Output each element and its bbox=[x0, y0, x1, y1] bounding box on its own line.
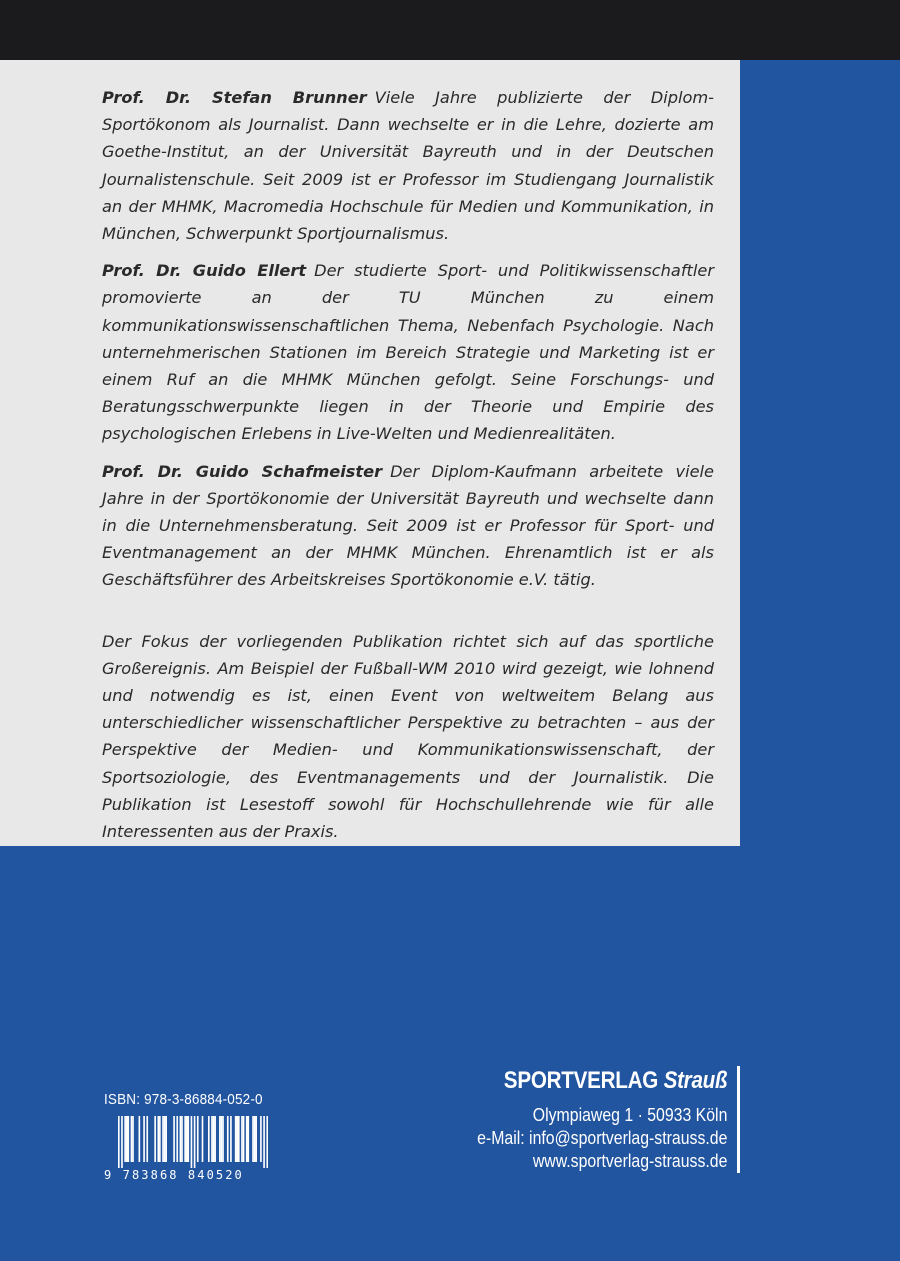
publisher-website[interactable]: www.sportverlag-strauss.de bbox=[532, 1151, 727, 1171]
barcode-bar bbox=[263, 1116, 265, 1168]
barcode-bar bbox=[222, 1116, 224, 1162]
text-content bbox=[102, 84, 714, 855]
barcode-bar bbox=[162, 1116, 164, 1162]
barcode-bar bbox=[124, 1116, 126, 1162]
publisher-name bbox=[482, 1066, 727, 1096]
barcode-bar bbox=[266, 1116, 268, 1168]
barcode-bar bbox=[254, 1116, 256, 1162]
barcode-bar bbox=[173, 1116, 175, 1162]
barcode-bar bbox=[214, 1116, 216, 1162]
barcode-bar bbox=[118, 1116, 120, 1168]
barcode-bar bbox=[127, 1116, 129, 1162]
barcode-bar bbox=[165, 1116, 167, 1162]
isbn-area bbox=[104, 1090, 284, 1184]
barcode-bar bbox=[236, 1116, 238, 1162]
author-name: Prof. Dr. Guido Ellert bbox=[102, 261, 307, 281]
barcode-bar bbox=[246, 1116, 248, 1162]
author-bio-text: Viele Jahre publizierte der Diplom-Sportökonom als Journalist. Dann wechselte er in die Lehre, dozierte am Goethe-Institut, an der Universität Bayreuth und in der Deutschen Journalistenschule. Seit 2009 ist er Professor im Studiengang Journalistik an der MHMK, Macromedia Hochschule für Medien und Kommunikation, in München, Schwerpunkt Sportjournalismus. bbox=[102, 88, 714, 244]
barcode-bar bbox=[260, 1116, 262, 1162]
publisher-block bbox=[443, 1066, 740, 1173]
barcode-bar bbox=[208, 1116, 210, 1162]
barcode-bar bbox=[197, 1116, 199, 1162]
author-name: Prof. Dr. Stefan Brunner bbox=[102, 88, 367, 107]
author-bio-schafmeister bbox=[102, 458, 714, 594]
barcode-bar bbox=[181, 1116, 183, 1162]
publisher-info bbox=[443, 1066, 740, 1173]
barcode-bar bbox=[180, 1116, 182, 1162]
barcode-bar bbox=[143, 1116, 145, 1162]
top-bar bbox=[0, 0, 900, 60]
barcode-bar bbox=[154, 1116, 156, 1162]
author-bio-brunner bbox=[102, 84, 714, 247]
barcode-bar bbox=[157, 1116, 159, 1162]
book-summary: Der Fokus der vorliegenden Publikation richtet sich auf das sportliche Großereignis. Am Beispiel der Fußball-WM 2010 wird gezeigt, wie lohnend und notwendig es ist, einen Event von weltweitem Belang aus unterschiedlicher wissenschaftlicher Perspektive zu betrachten – aus der Perspektive der Medien- und Kommunikationswissenschaft, der Sportsoziologie, des Eventmanagements und der Journalistik. Die Publikation ist Lesestoff sowohl für Hochschullehrende wie für alle Interessenten aus der Praxis. bbox=[102, 631, 714, 842]
barcode-bar bbox=[184, 1116, 186, 1162]
barcode-bar bbox=[213, 1116, 215, 1162]
barcode-bar bbox=[211, 1116, 213, 1162]
barcode-bar bbox=[146, 1116, 148, 1162]
barcode-bar bbox=[194, 1116, 196, 1168]
barcode-bar bbox=[176, 1116, 178, 1162]
barcode-bar bbox=[235, 1116, 237, 1162]
barcode-bar bbox=[159, 1116, 161, 1162]
barcode-bar bbox=[238, 1116, 240, 1162]
barcode-bar bbox=[126, 1116, 128, 1162]
publisher-email[interactable]: e-Mail: info@sportverlag-strauss.de bbox=[476, 1128, 727, 1148]
barcode-bar bbox=[131, 1116, 133, 1162]
text-panel bbox=[0, 60, 740, 846]
barcode-bar bbox=[230, 1116, 232, 1162]
barcode-bar bbox=[139, 1116, 141, 1162]
barcode-bar bbox=[164, 1116, 166, 1162]
author-bio-text: Der Diplom-Kaufmann arbeitete viele Jahre in der Sportökonomie der Universität Bayreuth und wechselte dann in die Unternehmensberatung. Seit 2009 ist er Professor für Sport- und Eventmanagement an der MHMK München. Ehrenamtlich ist er als Geschäftsführer des Arbeitskreises Sportökonomie e.V. tätig. bbox=[102, 461, 714, 590]
publisher-name-script: Strauß bbox=[663, 1067, 727, 1094]
barcode-bar bbox=[187, 1116, 189, 1162]
barcode-digits: 9 783868 840520 bbox=[104, 1168, 244, 1182]
barcode-bar bbox=[247, 1116, 249, 1162]
barcode-bar bbox=[191, 1116, 193, 1168]
barcode-bar bbox=[186, 1116, 188, 1162]
author-name: Prof. Dr. Guido Schafmeister bbox=[102, 461, 383, 481]
barcode-bar bbox=[202, 1116, 204, 1162]
barcode-bar bbox=[252, 1116, 254, 1162]
barcode-bar bbox=[255, 1116, 257, 1162]
publisher-name-main: SPORTVERLAG bbox=[503, 1067, 658, 1094]
barcode-bar bbox=[221, 1116, 223, 1162]
barcode-bar bbox=[241, 1116, 243, 1162]
author-bio-ellert bbox=[102, 257, 714, 447]
barcode-bar bbox=[132, 1116, 134, 1162]
publisher-address: Olympiaweg 1 · 50933 Köln bbox=[532, 1105, 727, 1125]
barcode bbox=[104, 1112, 276, 1184]
barcode-bar bbox=[227, 1116, 229, 1162]
barcode-bar bbox=[219, 1116, 221, 1162]
barcode-bar bbox=[243, 1116, 245, 1162]
barcode-bars bbox=[118, 1116, 268, 1168]
author-bio-text: Der studierte Sport- und Politikwissenschaftler promovierte an der TU München zu einem kommunikationswissenschaftlichen Thema, Nebenfach Psychologie. Nach unternehmerischen Stationen im Bereich Strategie und Marketing ist er einem Ruf an die MHMK München gefolgt. Seine Forschungs- und Beratungsschwerpunkte liegen in der Theorie und Empirie des psychologischen Erlebens in Live-Welten und Medienrealitäten. bbox=[102, 261, 714, 444]
barcode-bar bbox=[121, 1116, 123, 1168]
isbn-label: ISBN: 978-3-86884-052-0 bbox=[104, 1091, 263, 1108]
